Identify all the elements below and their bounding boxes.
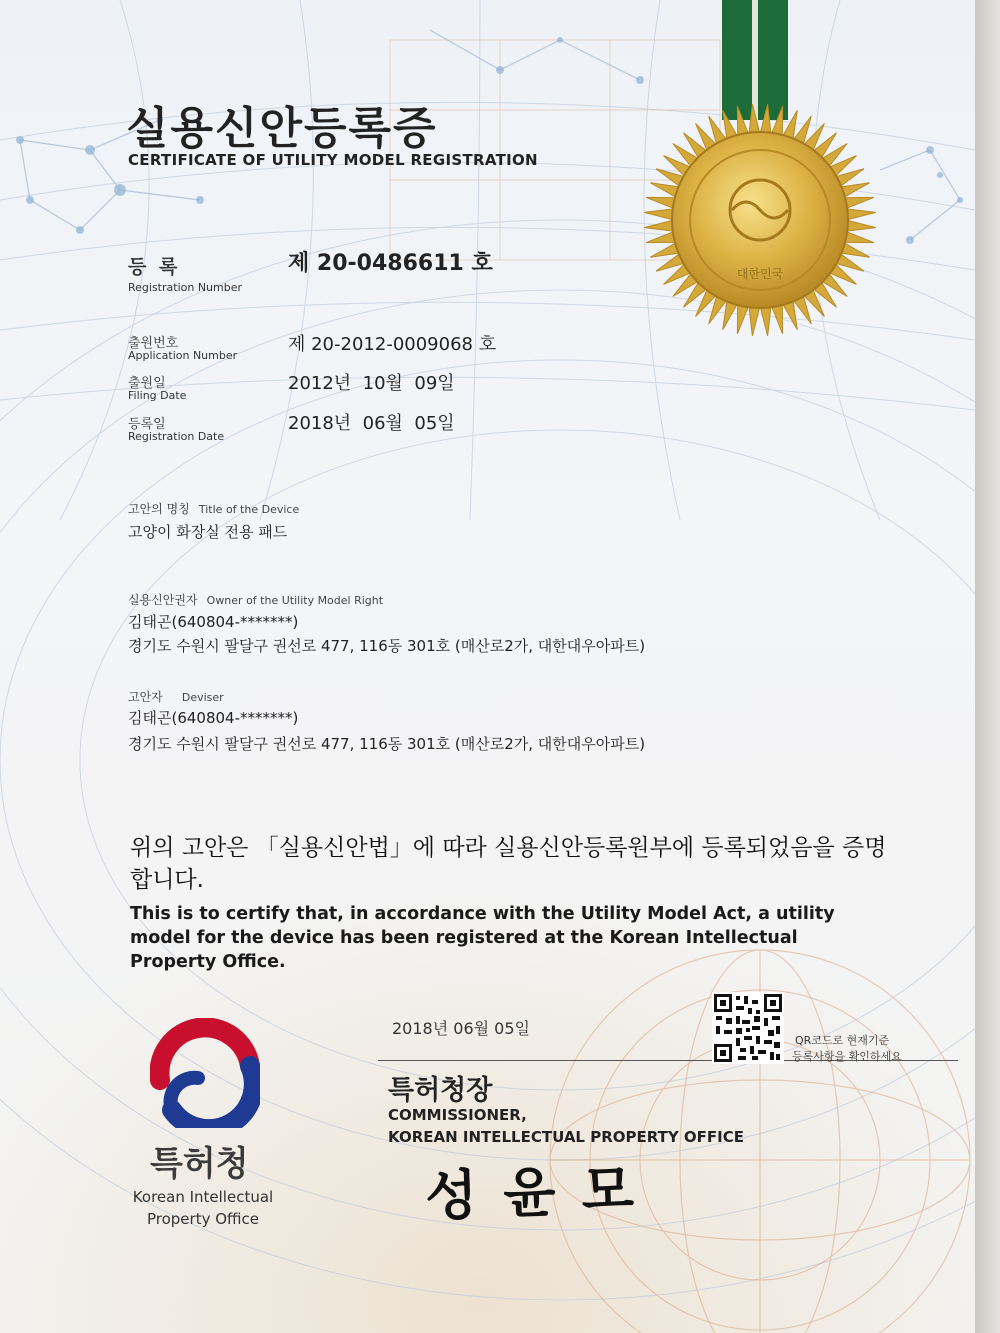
office-name-en (118, 1186, 288, 1230)
device-title-label-ko: 고안의 명칭 (128, 502, 190, 516)
filing-date-label-en: Filing Date (128, 389, 187, 402)
issue-date: 2018년 06월 05일 (392, 1019, 530, 1038)
owner-label-ko: 실용신안권자 (128, 593, 198, 607)
title-korean: 실용신안등록증 (126, 103, 438, 154)
kipo-taegeuk-logo-icon (150, 1018, 260, 1128)
owner-name: 김태곤(640804-*******) (128, 613, 299, 631)
office-name-en-line2: Property Office (146, 1210, 260, 1228)
office-name-en-line1: Korean Intellectual (132, 1188, 274, 1206)
registration-date-label-en: Registration Date (128, 430, 225, 443)
device-title-value: 고양이 화장실 전용 패드 (128, 523, 288, 541)
registration-number: 제 20-0486611 호 (288, 251, 493, 276)
deviser-name: 김태곤(640804-*******) (128, 709, 299, 727)
office-name-ko: 특허청 (150, 1144, 249, 1184)
application-label-en: Application Number (128, 349, 238, 362)
commissioner-title-ko: 특허청장 (388, 1075, 493, 1106)
qr-note (792, 1033, 902, 1065)
deviser-label-ko: 고안자 (128, 690, 163, 704)
seal-text: 대한민국 (736, 267, 784, 281)
commissioner-title-en-1: COMMISSIONER, (388, 1106, 527, 1124)
page-edge-shadow (975, 0, 1000, 1333)
registration-date-label-ko: 등록일 (128, 417, 166, 432)
qr-code-icon[interactable] (712, 992, 784, 1064)
application-label-ko: 출원번호 (128, 336, 179, 351)
owner-address: 경기도 수원시 팔달구 권선로 477, 116동 301호 (매산로2가, 대한대우아파트) (128, 637, 646, 655)
filing-date-label-ko: 출원일 (128, 376, 166, 391)
registration-date: 2018년 06월 05일 (288, 413, 455, 434)
registration-label-en: Registration Number (128, 281, 243, 294)
deviser-address: 경기도 수원시 팔달구 권선로 477, 116동 301호 (매산로2가, 대한대우아파트) (128, 735, 646, 753)
filing-date: 2012년 10월 09일 (288, 373, 455, 394)
certification-korean: 위의 고안은 「실용신안법」에 따라 실용신안등록원부에 등록되었음을 증명합니다. (130, 835, 887, 893)
qr-note-line1: QR코드로 현재기준 (795, 1034, 890, 1047)
registration-label-ko: 등 록 (128, 256, 181, 278)
certification-english: This is to certify that, in accordance with the Utility Model Act, a utility model for the device has been registered at the Korean Intellectual Property Office. (130, 904, 835, 972)
device-title-label-en: Title of the Device (198, 503, 300, 516)
owner-label-en: Owner of the Utility Model Right (206, 594, 384, 607)
title-english: CERTIFICATE OF UTILITY MODEL REGISTRATION (128, 151, 538, 169)
qr-note-line2: 등록사항을 확인하세요 (792, 1050, 902, 1063)
commissioner-signature: 성윤모 (424, 1155, 661, 1229)
deviser-label (128, 686, 224, 705)
gold-seal-icon (640, 100, 880, 340)
deviser-label-en: Deviser (181, 691, 224, 704)
commissioner-title-en-2: KOREAN INTELLECTUAL PROPERTY OFFICE (388, 1128, 745, 1146)
application-number: 제 20-2012-0009068 호 (288, 334, 497, 355)
owner-label (128, 589, 383, 608)
device-title-label (128, 498, 299, 517)
